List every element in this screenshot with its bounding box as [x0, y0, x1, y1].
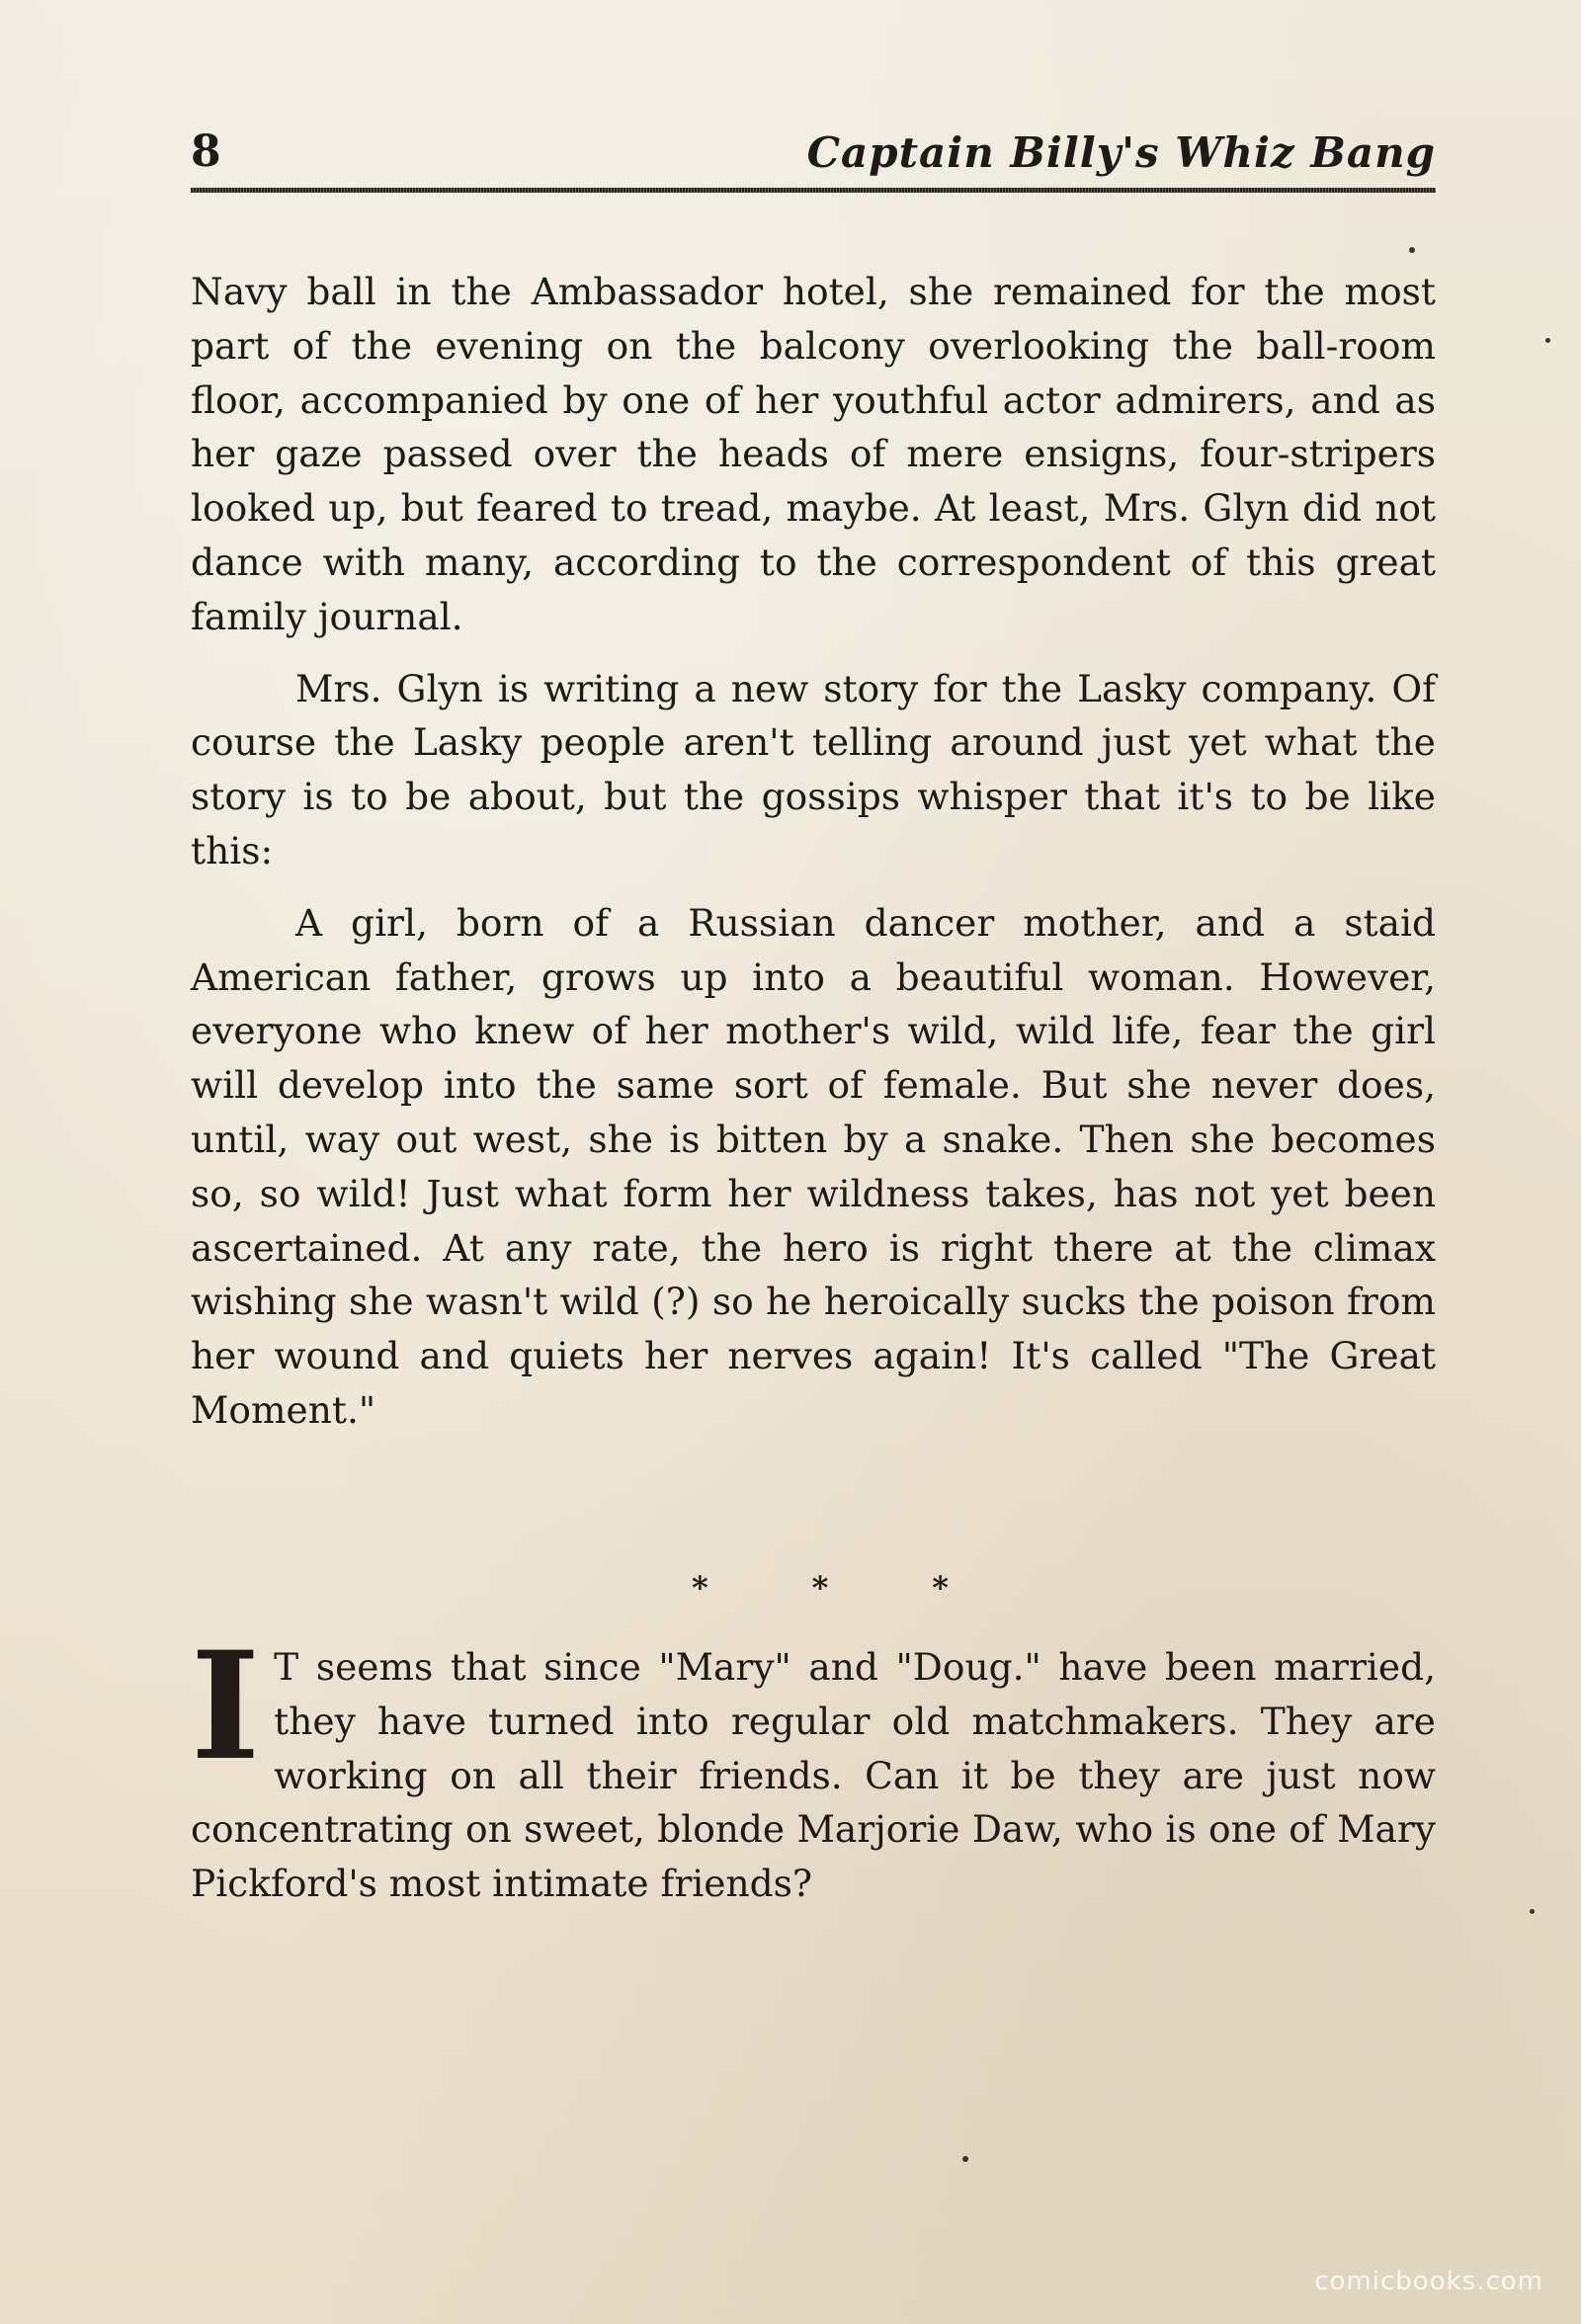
second-item-text: T seems that since "Mary" and "Doug." have been married, they have turned into regular old matchmakers. They are working on all their friends. Can it be they are just now concentrating on sweet, blonde Marjorie Daw, who is one of Mary Pickford's most intimate friends? [191, 1645, 1436, 1906]
watermark: comicbooks.com [1314, 2267, 1543, 2296]
paper-speck [962, 2156, 968, 2162]
paragraph-1: Navy ball in the Ambassador hotel, she remained for the most part of the evening on the balcony overlooking the ball-room floor, accompanied by one of her youthful actor admirers, and as her gaze passed over the heads of mere ensigns, four-stripers looked up, but feared to tread, maybe. At least, Mrs. Glyn did not dance with many, according to the correspondent of this great family journal. [191, 270, 1436, 638]
paragraph-3: A girl, born of a Russian dancer mother, and a staid American father, grows up into a beautiful woman. However, everyone who knew of her mother's wild, wild life, fear the girl will develop into the same sort of female. But she never does, until, way out west, she is bitten by a snake. Then she becomes so, so wild! Just what form her wildness takes, has not yet been ascertained. At any rate, the hero is right there at the climax wishing she wasn't wild (?) so he heroically sucks the poison from her wound and quiets her nerves again! It's called "The Great Moment." [191, 900, 1436, 1432]
asterisk-1: * [692, 1569, 708, 1607]
paper-speck [1530, 1909, 1535, 1914]
article-body [191, 265, 1436, 1438]
running-title: Captain Billy's Whiz Bang [806, 128, 1436, 177]
paper-speck [1409, 247, 1415, 253]
section-separator [692, 1569, 949, 1609]
header-rule [191, 188, 1436, 193]
paragraph-2: Mrs. Glyn is writing a new story for the Lasky company. Of course the Lasky people aren't telling around just yet what the story is to be about, but the gossips whisper that it's to be like this: [191, 666, 1436, 872]
asterisk-2: * [811, 1569, 829, 1607]
asterisk-3: * [932, 1569, 949, 1607]
second-item [191, 1619, 1436, 1911]
drop-cap: I [191, 1619, 261, 1793]
page-number: 8 [191, 126, 221, 177]
running-header [191, 126, 1436, 186]
paper-speck [1545, 338, 1550, 343]
